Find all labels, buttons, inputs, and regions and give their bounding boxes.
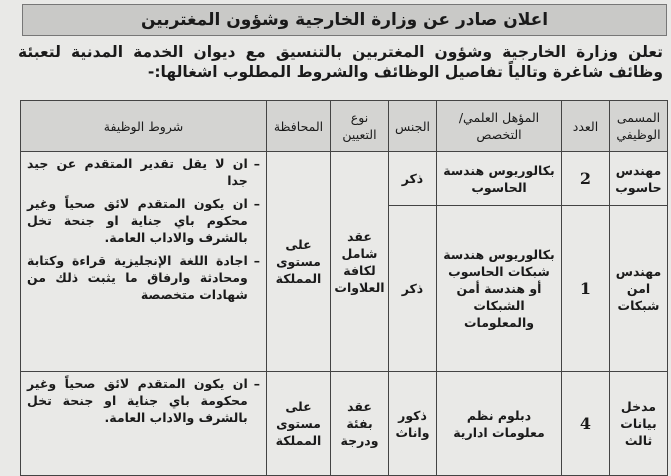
header-governorate: المحافظة bbox=[267, 101, 331, 152]
job-count-cell: 2 bbox=[562, 152, 610, 206]
header-appointment: نوع التعيين bbox=[331, 101, 389, 152]
header-qualification: المؤهل العلمي/ التخصص bbox=[437, 101, 562, 152]
header-conditions: شروط الوظيفة bbox=[21, 101, 267, 152]
job-count-cell: 1 bbox=[562, 206, 610, 372]
header-title: المسمى الوظيفي bbox=[610, 101, 668, 152]
job-appointment-cell: عقد بفئة ودرجة bbox=[331, 372, 389, 476]
table-header-row bbox=[21, 101, 668, 152]
header-count: العدد bbox=[562, 101, 610, 152]
announcement-intro: تعلن وزارة الخارجية وشؤون المغتربين بالتنسيق مع ديوان الخدمة المدنية لتعبئة وظائف شاغرة وتالياً تفاصيل الوظائف والشروط المطلوب اشغالها:- bbox=[18, 43, 663, 81]
job-conditions-cell bbox=[21, 372, 267, 476]
job-qualification-cell: دبلوم نظم معلومات ادارية bbox=[437, 372, 562, 476]
job-governorate-cell: على مستوى المملكة bbox=[267, 152, 331, 372]
table-row bbox=[21, 372, 668, 476]
condition-item: – اجادة اللغة الإنجليزية قراءة وكتابة ومحادثة وارفاق ما يثبت ذلك من شهادات متخصصة bbox=[27, 253, 260, 302]
job-qualification-cell: بكالوريوس هندسة الحاسوب bbox=[437, 152, 562, 206]
job-gender-cell: ذكور واناث bbox=[389, 372, 437, 476]
jobs-table bbox=[20, 100, 668, 476]
job-governorate-cell: على مستوى المملكة bbox=[267, 372, 331, 476]
job-qualification-cell: بكالوريوس هندسة شبكات الحاسوب أو هندسة أمن الشبكات والمعلومات bbox=[437, 206, 562, 372]
job-appointment-cell: عقد شامل لكافة العلاوات bbox=[331, 152, 389, 372]
announcement-title: اعلان صادر عن وزارة الخارجية وشؤون المغتربين bbox=[22, 4, 667, 36]
job-gender-cell: ذكر bbox=[389, 206, 437, 372]
job-gender-cell: ذكر bbox=[389, 152, 437, 206]
condition-item: – ان يكون المتقدم لائق صحياً وغير محكومة باي جناية او جنحة تخل بالشرف والاداب العامة. bbox=[27, 376, 260, 425]
job-title-cell: مهندس حاسوب bbox=[610, 152, 668, 206]
table-row bbox=[21, 152, 668, 206]
condition-item: – ان يكون المتقدم لائق صحياً وغير محكوم باي جناية او جنحة تخل بالشرف والاداب العامة. bbox=[27, 196, 260, 245]
job-count-cell: 4 bbox=[562, 372, 610, 476]
job-title-cell: مهندس امن شبكات bbox=[610, 206, 668, 372]
header-gender: الجنس bbox=[389, 101, 437, 152]
job-conditions-cell bbox=[21, 152, 267, 372]
condition-item: – ان لا يقل تقدير المتقدم عن جيد جدا bbox=[27, 156, 260, 188]
job-title-cell: مدخل بيانات ثالث bbox=[610, 372, 668, 476]
